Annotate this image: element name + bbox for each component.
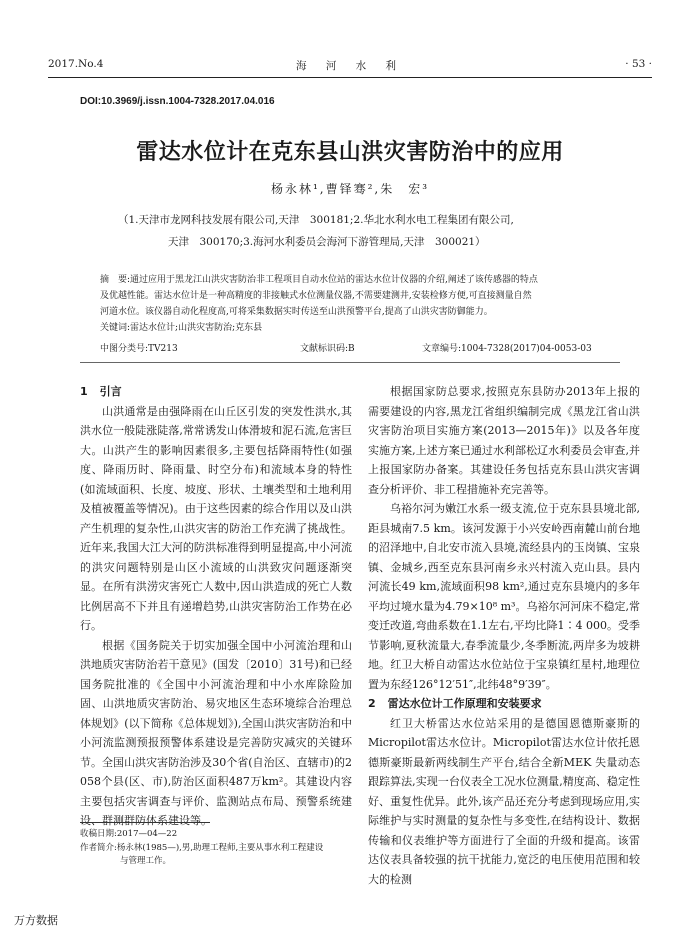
article-title: 雷达水位计在克东县山洪灾害防治中的应用 bbox=[136, 140, 564, 165]
paragraph: 根据《国务院关于切实加强全国中小河流治理和山洪地质灾害防治若干意见》(国发〔2010〕31号)和已经国务院批准的《全国中小河流治理和中小水库除险加固、山洪地质灾害防治、易灾地区生态环境综合治理总体规划》(以下简称《总体规划》),全国山洪灾害防治和中小河流监测预报预警体系建设是完善防灾减灾的关键环节。全国山洪灾害防治涉及30个省(自治区、直辖市)的2 058个县(区、市),防治区面积487万km²。其建设内容主要包括灾害调查与评价、监测站点布局、预警系统建设、群测群防体系建设等。 bbox=[80, 638, 352, 827]
paragraph: 山洪通常是由强降雨在山丘区引发的突发性洪水,其洪水位一般陡涨陡落,常常诱发山体滑坡和泥石流,危害巨大。山洪产生的影响因素很多,主要包括降雨特性(如强度、降雨历时、降雨量、时空分布)和流域本身的特性(如流域面积、长度、坡度、形状、土壤类型和土地利用及植被覆盖等情况)。由于这些因素的综合作用以及山洪产生机理的复杂性,山洪灾害的防治工作充满了挑战性。近年来,我国大江大河的防洪标准得到明显提高,中小河流的洪灾问题特别是山区小流域的山洪致灾问题逐渐突显。在所有洪涝灾害死亡人数中,因山洪造成的死亡人数比例居高不下并且有递增趋势,山洪灾害防治工作势在必行。 bbox=[80, 404, 352, 632]
abstract-line-1: 摘 要:通过应用于黑龙江山洪灾害防治非工程项目自动水位站的雷达水位计仪器的介绍,阐述了该传感器的特点 bbox=[100, 275, 538, 285]
document-code: 文献标识码:B bbox=[300, 344, 355, 354]
keywords: 关键词:雷达水位计;山洪灾害防治;克东县 bbox=[100, 323, 263, 333]
doi-label: DOI bbox=[80, 96, 98, 107]
author-bio: 作者简介:杨永林(1985—),男,助理工程师,主要从事水利工程建设 bbox=[80, 843, 324, 853]
clc-number: 中图分类号:TV213 bbox=[100, 344, 178, 354]
abstract-line-2: 及优越性能。雷达水位计是一种高精度的非接触式水位测量仪器,不需要建测井,安装检修方便,可直接测量自然 bbox=[100, 291, 532, 301]
section-heading-principle bbox=[368, 694, 640, 714]
abstract-rule bbox=[80, 362, 620, 363]
section-number: 2 bbox=[368, 697, 376, 710]
header-rule bbox=[48, 77, 652, 78]
section-heading-introduction bbox=[80, 382, 352, 402]
article-number: 文章编号:1004-7328(2017)04-0053-03 bbox=[422, 344, 592, 354]
abstract-line-3: 河道水位。该仪器自动化程度高,可将采集数据实时传送至山洪预警平台,提高了山洪灾害防御能力。 bbox=[100, 307, 493, 317]
paragraph: 红卫大桥雷达水位站采用的是德国恩德斯豪斯的Micropilot雷达水位计。Micropilot雷达水位计依托恩德斯豪斯最新两线制生产平台,结合全新MEK 失量动态跟踪算法,实现一台仪表全工况水位测量,精度高、稳定性好、重复性优异。此外,该产品还充分考虑到现场应用,实际维护与实时测量的复杂性与多变性,在结构设计、数据传输和仪表维护等方面进行了全面的升级和提高。该雷达仪表具备较强的抗干扰能力,宽泛的电压使用范围和较大的检测 bbox=[368, 716, 640, 886]
section-title: 雷达水位计工作原理和安装要求 bbox=[387, 697, 542, 710]
page-number: · 53 · bbox=[625, 58, 652, 70]
wanfang-watermark: 万方数据 bbox=[14, 914, 58, 927]
journal-name: 海 河 水 利 bbox=[295, 60, 404, 72]
author-list: 杨永林¹,曹铎骞²,朱 宏³ bbox=[270, 182, 430, 196]
affiliation-line-2: 天津 300170;3.海河水利委员会海河下游管理局,天津 300021） bbox=[168, 236, 486, 248]
doi-value[interactable]: :10.3969/j.issn.1004-7328.2017.04.016 bbox=[97, 96, 275, 107]
footnote-rule bbox=[80, 822, 210, 823]
right-column bbox=[368, 382, 640, 889]
issue-number: 2017.No.4 bbox=[48, 58, 104, 70]
received-date: 收稿日期:2017—04—22 bbox=[80, 829, 178, 839]
doi-line bbox=[80, 96, 275, 107]
author-bio-continued: 与管理工作。 bbox=[120, 856, 172, 866]
section-title: 引言 bbox=[99, 385, 122, 398]
section-number: 1 bbox=[80, 385, 88, 398]
paragraph: 乌裕尔河为嫩江水系一级支流,位于克东县县境北部,距县城南7.5 km。该河发源于小兴安岭西南麓山前台地的沼泽地中,自北安市流入县境,流经县内的玉岗镇、宝泉镇、金城乡,西至克东县河南乡永兴村流入克山县。县内河流长49 km,流域面积98 km²,通过克东县境内的多年平均过境水量为4.79×10⁸ m³。乌裕尔河河床不稳定,常变迁改道,弯曲系数在1.1左右,平均比降1∶4 000。受季节影响,夏秋流量大,春季流量少,冬季断流,两岸多为坡耕地。红卫大桥自动雷达水位站位于宝泉镇红星村,地理位置为东经126°12′51″,北纬48°9′39″。 bbox=[368, 502, 640, 691]
left-column bbox=[80, 382, 352, 831]
paragraph: 根据国家防总要求,按照克东县防办2013年上报的需要建设的内容,黑龙江省组织编制完成《黑龙江省山洪灾害防治项目实施方案(2013—2015年)》以及各年度实施方案,上述方案已通过水利部松辽水利委员会审查,并上报国家防办备案。其建设任务包括克东县山洪灾害调查分析评价、非工程措施补充完善等。 bbox=[368, 385, 640, 496]
running-header bbox=[48, 58, 652, 76]
affiliation-line-1: （1.天津市龙网科技发展有限公司,天津 300181;2.华北水利水电工程集团有限公司, bbox=[118, 214, 514, 226]
classification-row bbox=[100, 341, 620, 355]
